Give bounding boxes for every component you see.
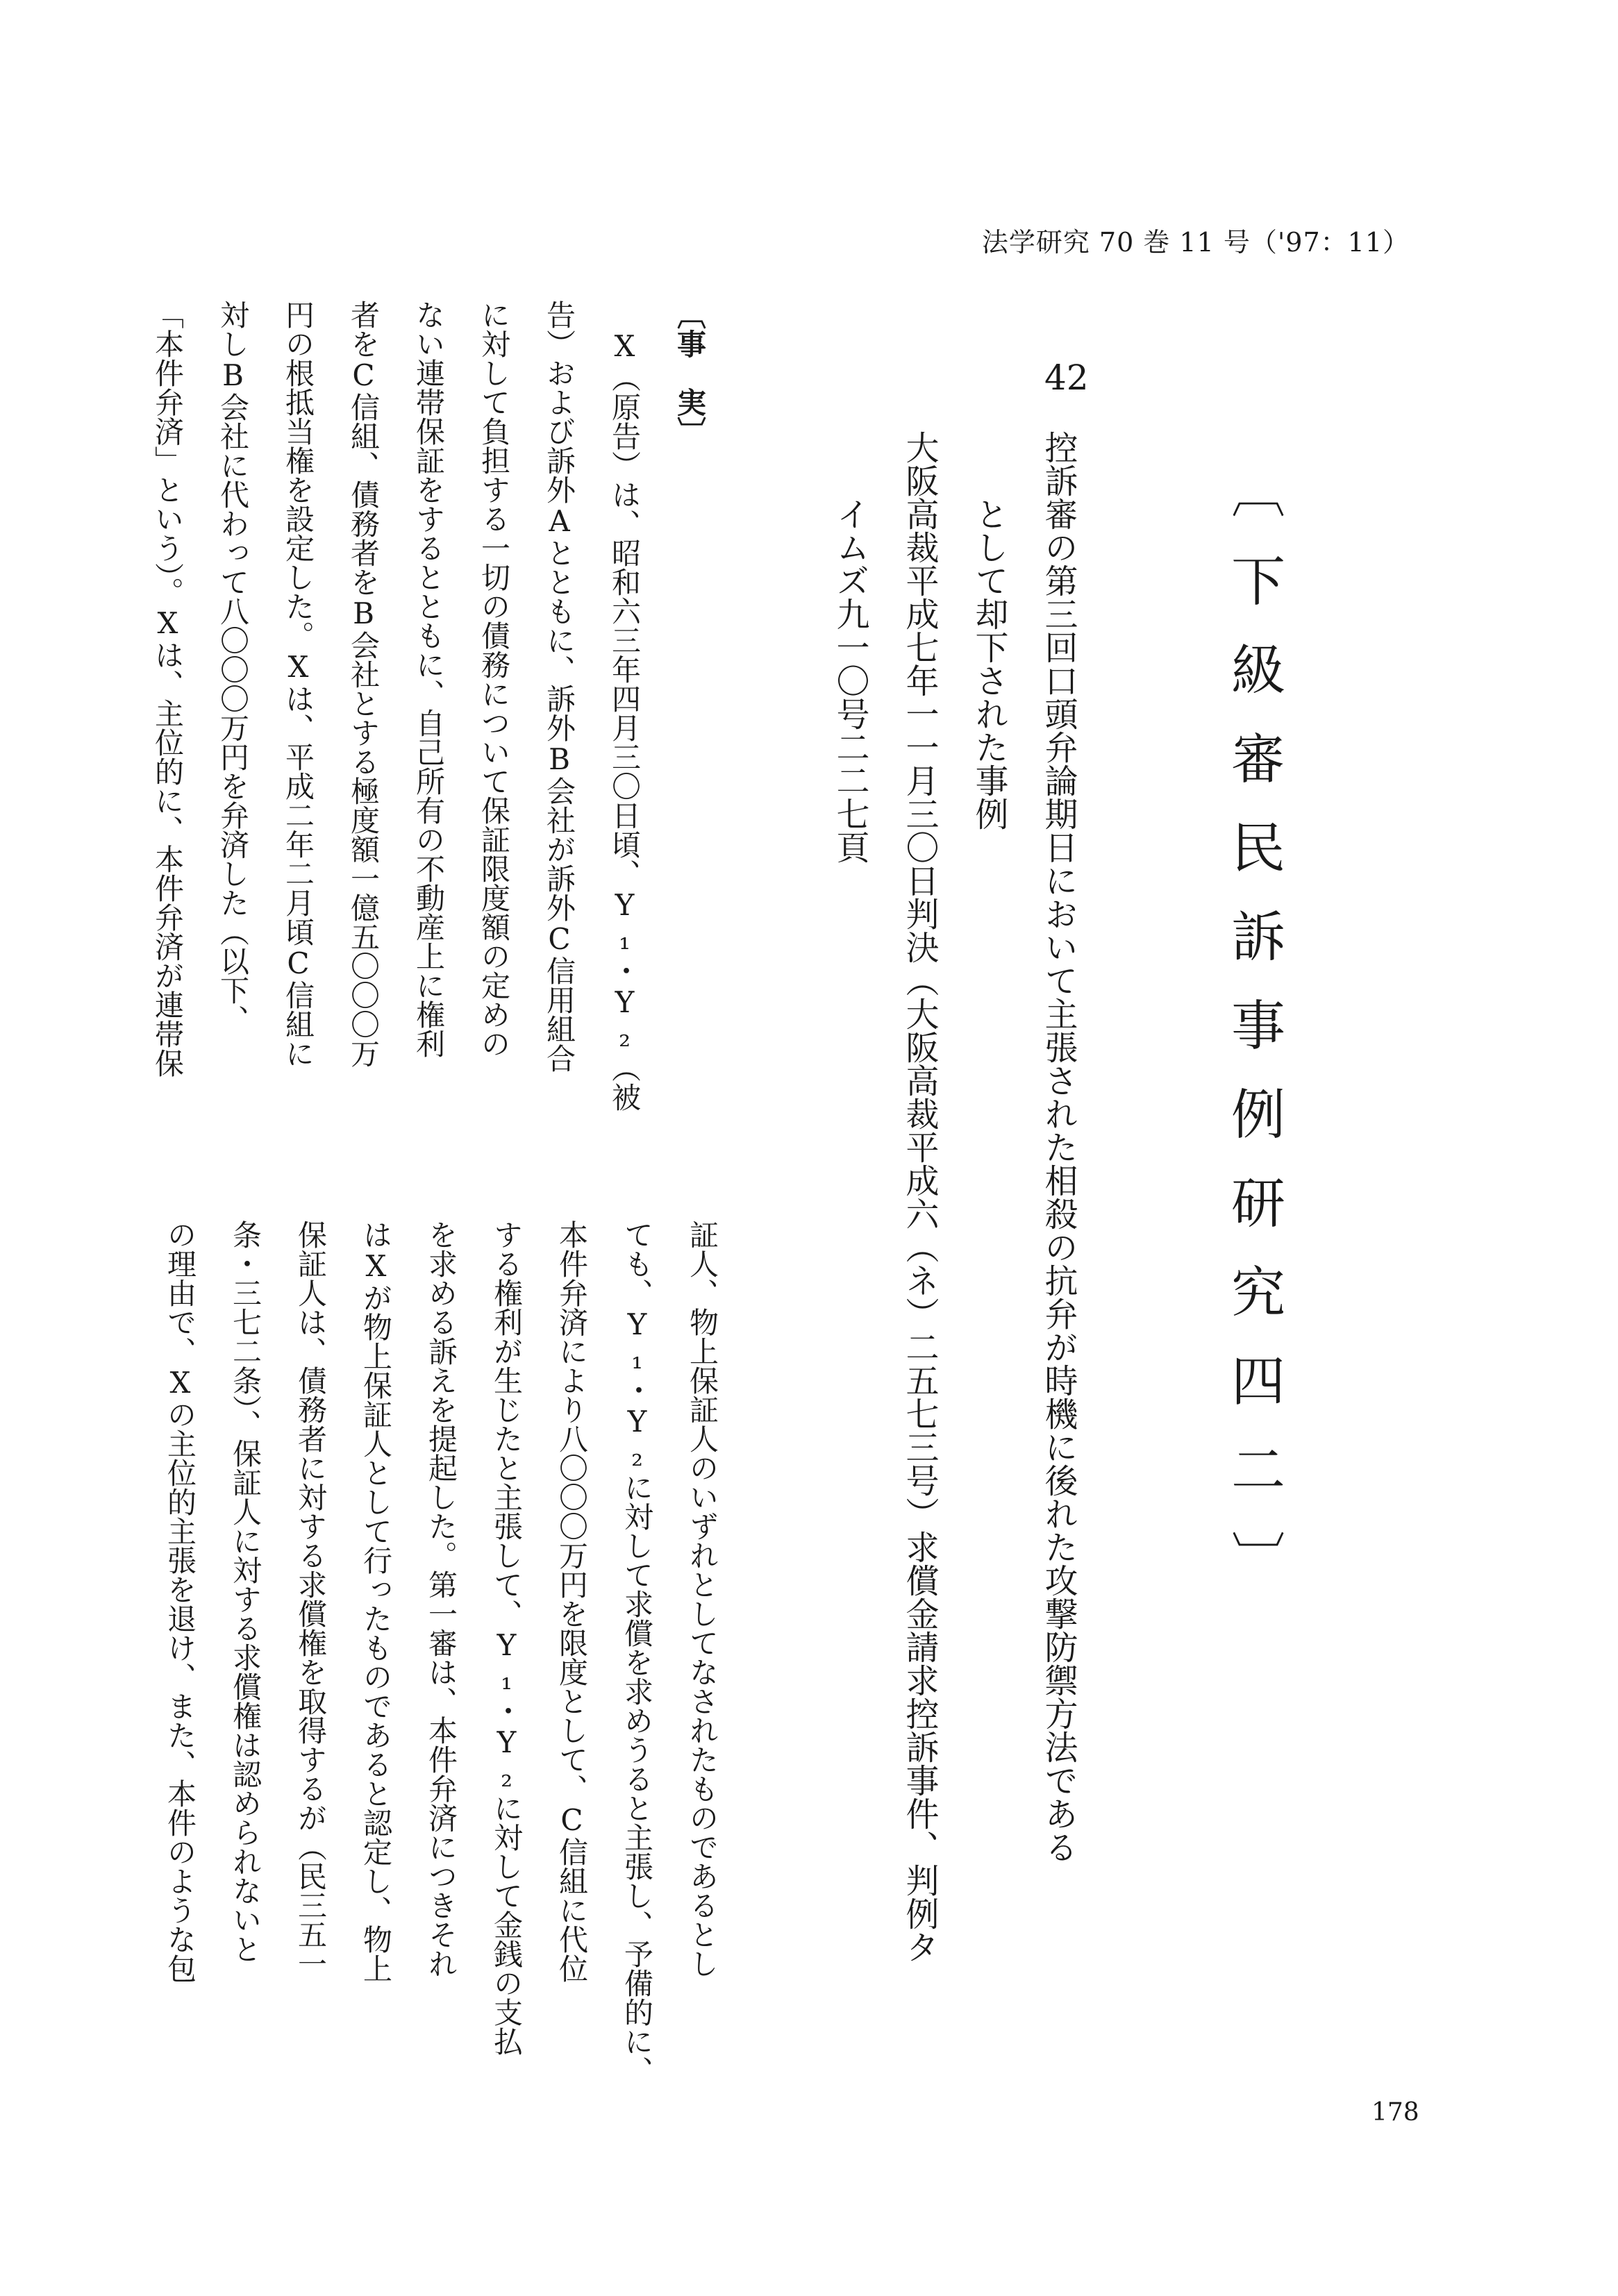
body-line: の理由で、Xの主位的主張を退け、また、本件のような包 <box>163 1220 197 1983</box>
running-head: 法学研究 70 巻 11 号（'97：11） <box>981 227 1410 258</box>
page-number: 178 <box>1371 2098 1419 2127</box>
body-line: ない連帯保証をするとともに、自己所有の不動産上に権利 <box>412 300 446 1058</box>
body-line: を求める訴えを提起した。第一審は、本件弁済につきそれ <box>424 1220 458 1978</box>
body-line: 証人、物上保証人のいずれとしてなされたものであるとし <box>685 1220 719 1978</box>
body-line: X（原告）は、昭和六三年四月三〇日頃、Y₁・Y₂（被 <box>608 329 642 1112</box>
case-heading <box>815 430 1093 2180</box>
facts-lower-block <box>147 1220 735 2261</box>
body-line: 条・三七二条）、保証人に対する求償権は認められないと <box>228 1220 262 1963</box>
body-line: はXが物上保証人として行ったものであると認定し、物上 <box>359 1220 393 1983</box>
body-line: 保証人は、債務者に対する求償権を取得するが（民三五一 <box>294 1220 328 1978</box>
case-number: 42 <box>1044 358 1089 398</box>
facts-heading: 〔事 実〕 <box>673 300 707 446</box>
body-line: する権利が生じたと主張して、Y₁・Y₂に対して金銭の支払 <box>490 1220 524 2056</box>
case-title-line: として却下された事例 <box>969 497 1008 830</box>
case-citation-line: 大阪高裁平成七年一一月三〇日判決（大阪高裁平成六（ネ）二五七三号）求償金請求控訴事件、判例タ <box>900 430 939 1963</box>
body-line: 者をC信組、債務者をB会社とする極度額一億五〇〇〇万 <box>347 300 381 1068</box>
case-title-line: 控訴審の第三回口頭弁論期日において主張された相殺の抗弁が時機に後れた攻撃防禦方法である <box>1039 430 1078 1863</box>
body-line: 本件弁済により八〇〇〇万円を限度として、C信組に代位 <box>555 1220 589 1983</box>
body-line: に対して負担する一切の債務について保証限度額の定めの <box>477 300 511 1058</box>
series-title: 〔下級審民訴事例研究四二〕 <box>1222 464 1285 1619</box>
body-line: 「本件弁済」という）。Xは、主位的に、本件弁済が連帯保 <box>151 300 185 1078</box>
body-line: 対しB会社に代わって八〇〇〇万円を弁済した（以下、 <box>216 300 250 1034</box>
body-line: 円の根抵当権を設定した。Xは、平成二年二月頃C信組に <box>281 300 315 1068</box>
body-line: ても、Y₁・Y₂に対して求償を求めうると主張し、予備的に、 <box>620 1220 654 2085</box>
body-line: 告）および訴外Aとともに、訴外B会社が訴外C信用組合 <box>542 300 576 1073</box>
facts-upper-block <box>135 300 722 1112</box>
case-citation-line: イムズ九一〇号二二七頁 <box>831 497 869 864</box>
